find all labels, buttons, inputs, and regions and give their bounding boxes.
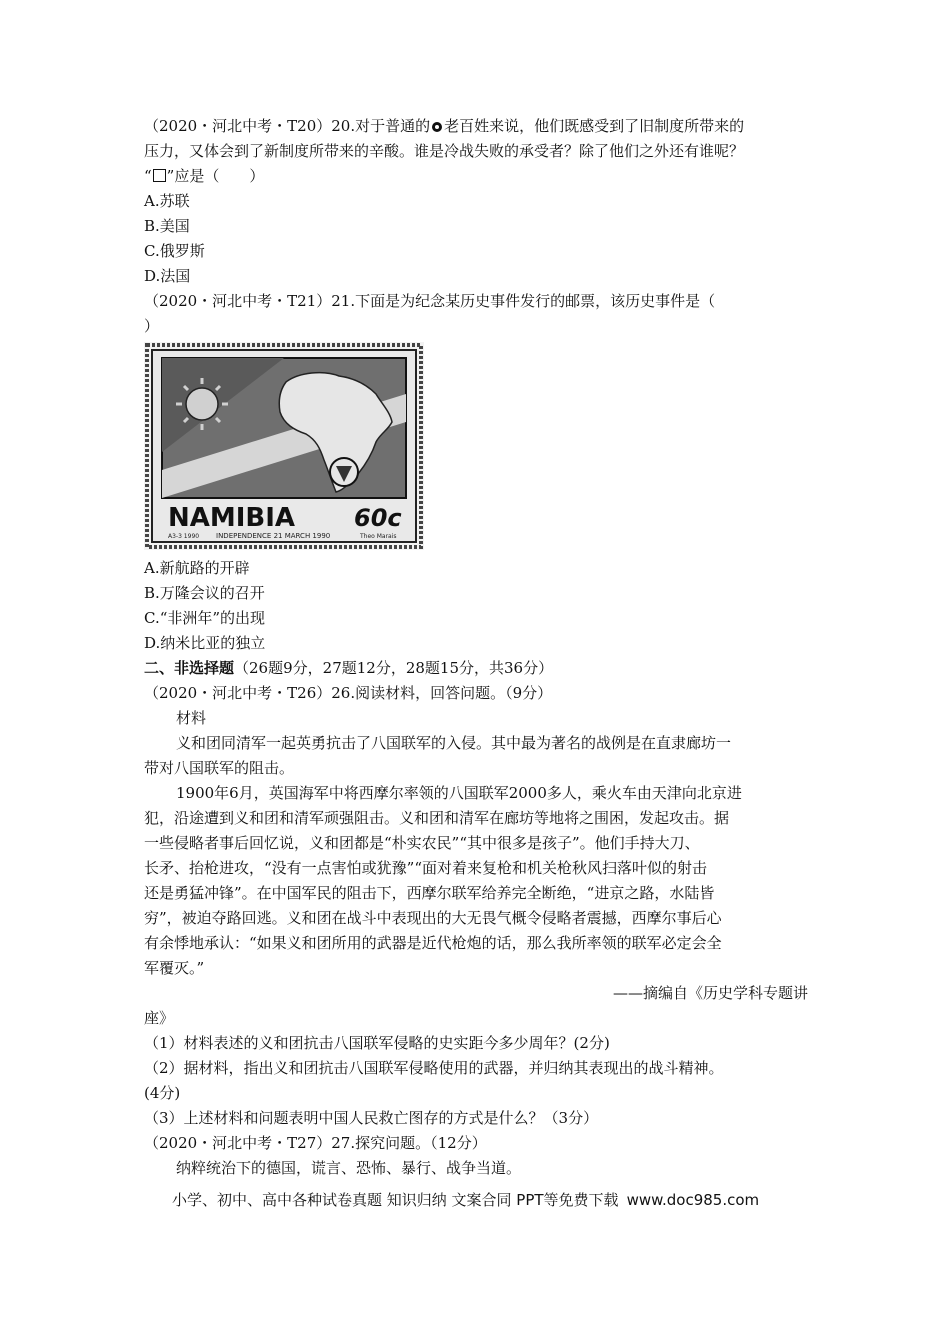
q26-para2-line2: 犯，沿途遭到义和团和清军顽强阻击。义和团和清军在廊坊等地将之围困，发起攻击。据 <box>144 809 730 827</box>
q20-line-1: （2020・河北中考・T20）20.对于普通的 老百姓来说，他们既感受到了旧制度所带来的 <box>144 117 745 135</box>
q27-line1: 纳粹统治下的德国，谎言、恐怖、暴行、战争当道。 <box>176 1159 522 1177</box>
stamp-independence-label: INDEPENDENCE 21 MARCH 1990 <box>216 532 331 540</box>
q20-line-2: 压力，又体会到了新制度所带来的辛酸。谁是冷战失败的承受者？除了他们之外还有谁呢？ <box>144 142 745 160</box>
q26-material-label: 材料 <box>176 709 207 727</box>
section-title: 二、非选择题 <box>144 659 235 677</box>
footer-text: 小学、初中、高中各种试卷真题 知识归纳 文案合同 PPT等免费下载 <box>172 1191 619 1209</box>
stamp-country-label: NAMIBIA <box>168 503 296 533</box>
q26-source-line2: 座》 <box>144 1009 175 1027</box>
q26-para1-line1: 义和团同清军一起英勇抗击了八国联军的入侵。其中最为著名的战例是在直隶廊坊一 <box>176 734 732 752</box>
q21-option-c: C.“非洲年”的出现 <box>144 609 266 627</box>
blank-square-icon <box>153 169 166 182</box>
q20-line-3: “ ”应是（ ） <box>144 167 265 185</box>
q21-option-d: D.纳米比亚的独立 <box>144 634 266 652</box>
namibia-emblem-icon <box>330 458 358 486</box>
q20-option-a: A.苏联 <box>144 192 190 210</box>
bullet-circle-icon <box>432 122 442 132</box>
q26-para2-line1: 1900年6月，英国海军中将西摩尔率领的八国联军2000多人，乘火车由天津向北京进 <box>176 784 742 802</box>
q26-sub2-line1: （2）据材料，指出义和团抗击八国联军侵略使用的武器，并归纳其表现出的战斗精神。 <box>144 1059 724 1077</box>
namibia-stamp-image <box>144 342 424 550</box>
q26-sub1: （1）材料表述的义和团抗击八国联军侵略的史实距今多少周年？(2分) <box>144 1034 610 1052</box>
stamp-svg <box>144 342 424 550</box>
q21-line-1: （2020・河北中考・T21）21.下面是为纪念某历史事件发行的邮票，该历史事件是（ <box>144 292 716 310</box>
q26-head: （2020・河北中考・T26）26.阅读材料，回答问题。（9分） <box>144 684 553 702</box>
q26-para2-line8: 军覆灭。” <box>144 959 205 977</box>
q26-para2-line4: 长矛、抬枪进攻，“没有一点害怕或犹豫”“面对着来复枪和机关枪秋风扫落叶似的射击 <box>144 859 708 877</box>
stamp-code-label: A3-3 1990 <box>168 533 200 540</box>
q26-para2-line3: 一些侵略者事后回忆说，义和团都是“朴实农民”“其中很多是孩子”。他们手持大刀、 <box>144 834 700 852</box>
q26-sub2-line2: (4分) <box>144 1084 181 1102</box>
page-footer <box>172 1189 759 1210</box>
document-page <box>144 114 808 1181</box>
q27-head: （2020・河北中考・T27）27.探究问题。（12分） <box>144 1134 487 1152</box>
q26-sub3: （3）上述材料和问题表明中国人民救亡图存的方式是什么？（3分） <box>144 1109 599 1127</box>
q20-option-c: C.俄罗斯 <box>144 242 205 260</box>
q21-option-b: B.万隆会议的召开 <box>144 584 265 602</box>
q20-option-b: B.美国 <box>144 217 190 235</box>
section-heading <box>144 656 808 681</box>
footer-url-link[interactable]: www.doc985.com <box>626 1191 760 1209</box>
q26-para1-line2: 带对八国联军的阻击。 <box>144 759 295 777</box>
q21-line-2: ） <box>144 317 160 335</box>
section-note: （26题9分，27题12分，28题15分，共36分） <box>234 659 554 677</box>
q26-para2-line6: 穷”，被迫夺路回逃。义和团在战斗中表现出的大无畏气概令侵略者震撼，西摩尔事后心 <box>144 909 722 927</box>
q20-option-d: D.法国 <box>144 267 191 285</box>
q26-source-line1: ——摘编自《历史学科专题讲 <box>612 984 808 1002</box>
q21-option-a: A.新航路的开辟 <box>144 559 250 577</box>
q26-para2-line5: 还是勇猛冲锋”。在中国军民的阻击下，西摩尔联军给养完全断绝，“进京之路，水陆皆 <box>144 884 715 902</box>
stamp-value-label: 60c <box>354 504 402 532</box>
stamp-designer-label: Theo Marais <box>360 533 397 540</box>
q26-para2-line7: 有余悸地承认：“如果义和团所用的武器是近代枪炮的话，那么我所率领的联军必定会全 <box>144 934 722 952</box>
